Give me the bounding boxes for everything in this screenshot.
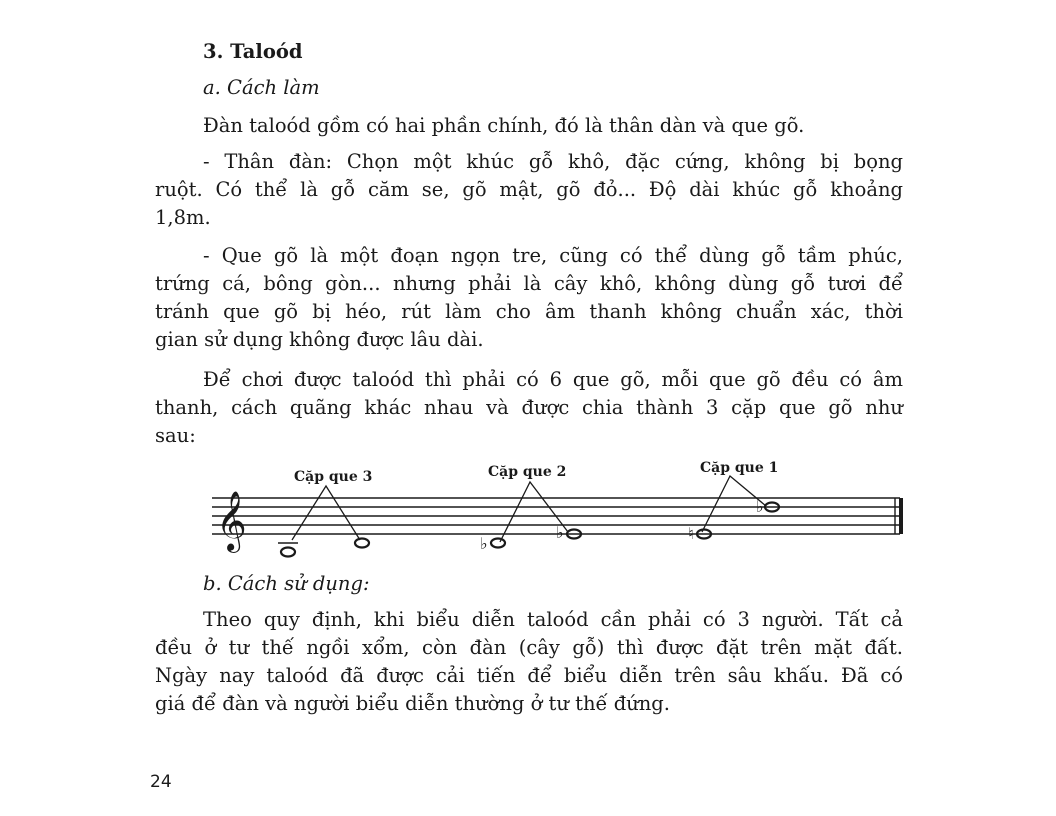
pair-3-connector [292,486,360,540]
pair-label-1: Cặp que 1 [700,460,779,476]
flat-sign-icon: ♭ [480,534,488,553]
paragraph-1-line-1: Đàn taloód gồm có hai phần chính, đó là thân dàn và que gõ. [203,114,805,137]
paragraph-3-line-3: tránh que gõ bị héo, rút làm cho âm thanh không chuẩn xác, thời [155,300,903,323]
whole-note [355,539,369,548]
pair-connectors [292,476,766,542]
paragraph-2-line-2: ruột. Có thể là gỗ căm se, gõ mật, gõ đỏ... Độ dài khúc gỗ khoảng [155,178,903,201]
pair-label-3: Cặp que 3 [294,469,373,485]
paragraph-5-line-1: Theo quy định, khi biểu diễn taloód cần phải có 3 người. Tất cả [203,608,903,631]
whole-note [281,548,295,557]
paragraph-4-line-3: sau: [155,424,196,447]
paragraph-2-line-3: 1,8m. [155,206,211,229]
music-staff-figure [200,454,910,564]
paragraph-3-line-2: trứng cá, bông gòn... nhưng phải là cây khô, không dùng gỗ tươi để [155,272,903,295]
paragraph-4-line-2: thanh, cách quãng khác nhau và được chia thành 3 cặp que gõ như [155,396,903,419]
flat-sign-icon: ♭ [756,497,764,516]
paragraph-5-line-4: giá để đàn và người biểu diễn thường ở tư thế đứng. [155,692,670,715]
paragraph-4-line-1: Để chơi được taloód thì phải có 6 que gõ, mỗi que gõ đều có âm [203,368,903,391]
treble-clef-icon: 𝄞 [216,491,247,551]
paragraph-3-line-4: gian sử dụng không được lâu dài. [155,328,484,351]
subsection-a-heading: a. Cách làm [203,76,320,99]
paragraph-5-line-3: Ngày nay taloód đã được cải tiến để biểu diễn trên sâu khấu. Đã có [155,664,903,687]
flat-sign-icon: ♭ [556,523,564,542]
subsection-b-heading: b. Cách sử dụng: [203,572,370,595]
final-barline-thick [899,498,903,534]
natural-sign-icon: ♮ [688,524,694,543]
pair-label-2: Cặp que 2 [488,464,567,480]
paragraph-5-line-2: đều ở tư thế ngồi xổm, còn đàn (cây gỗ) thì được đặt trên mặt đất. [155,636,903,659]
whole-note [491,539,505,548]
paragraph-2-line-1: - Thân đàn: Chọn một khúc gỗ khô, đặc cứng, không bị bọng [203,150,903,173]
section-title: 3. Taloód [203,40,303,63]
page-number: 24 [150,772,172,792]
paragraph-3-line-1: - Que gõ là một đoạn ngọn tre, cũng có thể dùng gỗ tầm phúc, [203,244,903,267]
